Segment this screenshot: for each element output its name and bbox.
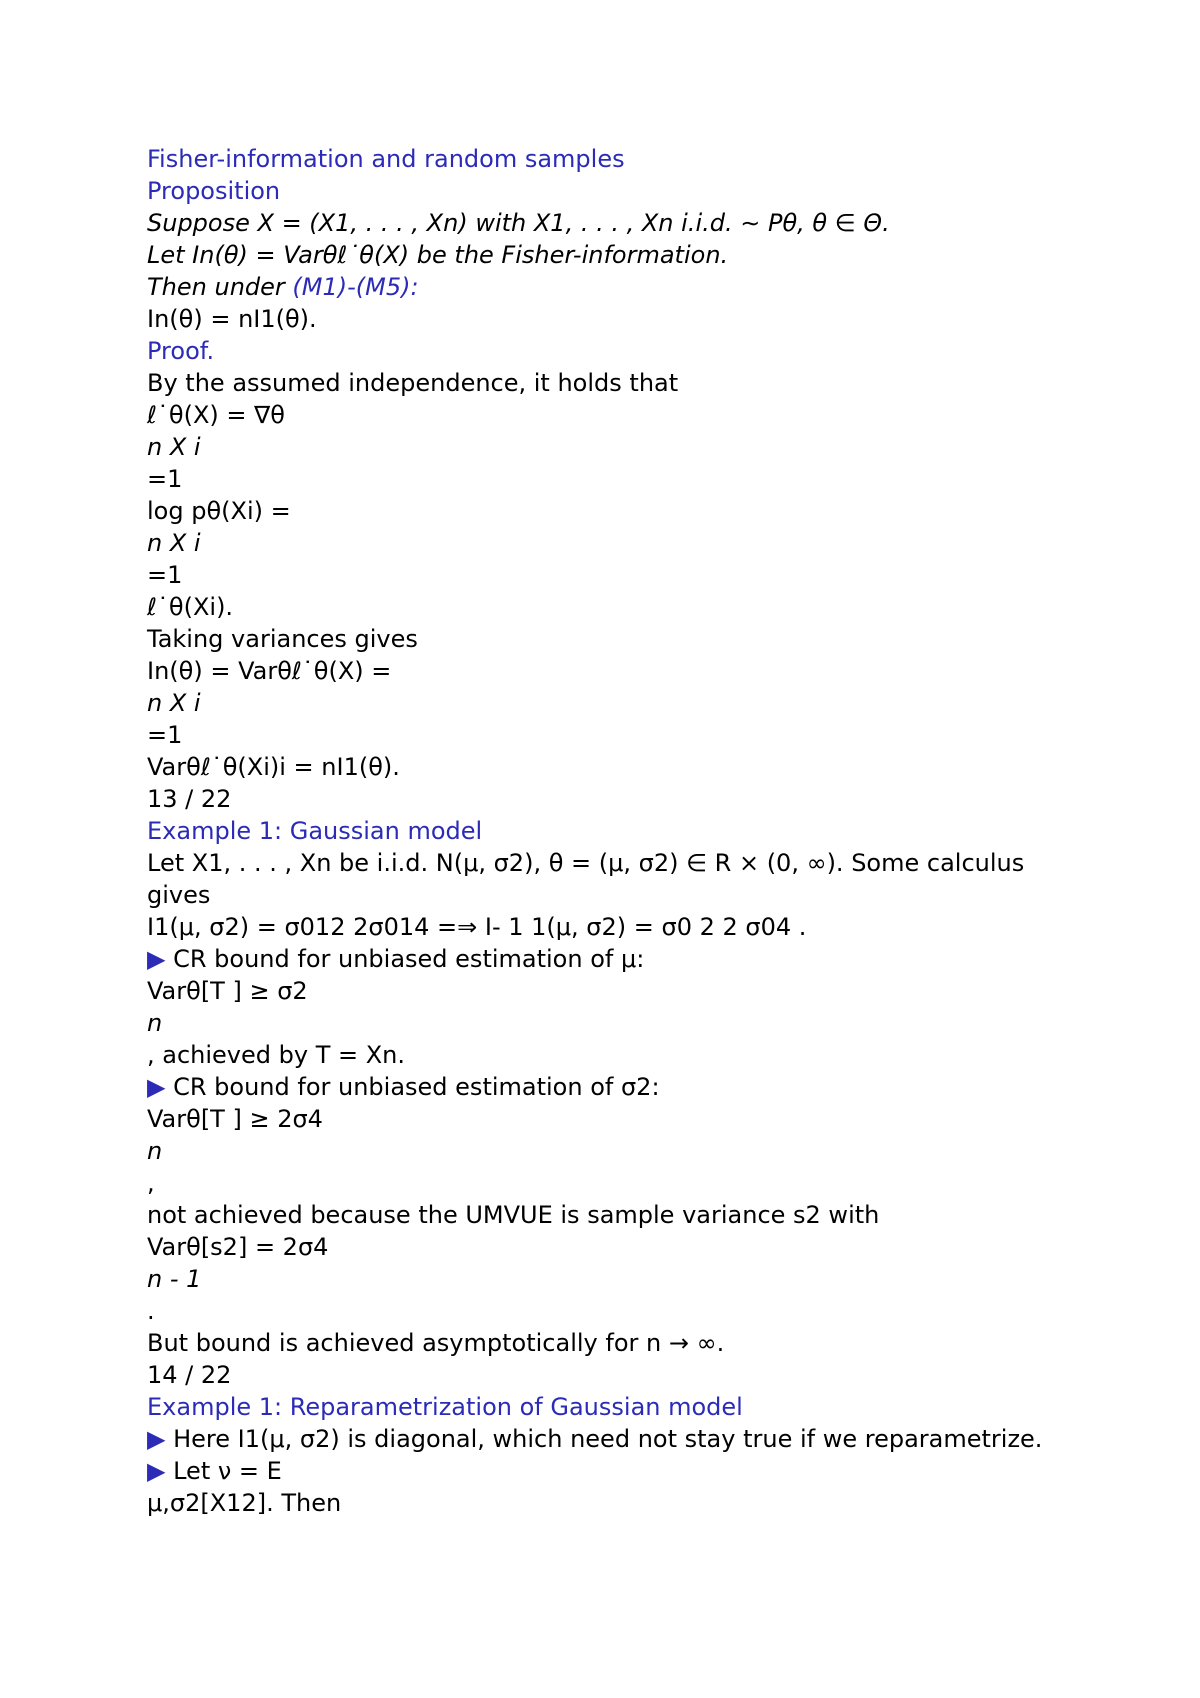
example-1-heading: Example 1: Gaussian model [147, 817, 483, 845]
proof-line-2: Taking variances gives [147, 625, 418, 653]
page-number-13: 13 / 22 [147, 785, 232, 813]
proposition-equation: In(θ) = nI1(θ). [147, 305, 317, 333]
bullet-cr-bound-sigma [147, 1072, 660, 1102]
comma-mark: , [147, 1169, 155, 1197]
cr-bound-mu-denominator: n [147, 1009, 163, 1037]
asymptotic-remark: But bound is achieved asymptotically for n → ∞. [147, 1329, 725, 1357]
proof-equation-5: Varθℓ˙θ(Xi)i = nI1(θ). [147, 753, 400, 781]
bullet-triangle-icon: ▶ [147, 1073, 166, 1101]
proof-equation-2: log pθ(Xi) = [147, 497, 291, 525]
example-1-line-2: gives [147, 881, 211, 909]
bullet-text: Here I1(μ, σ2) is diagonal, which need not stay true if we reparametrize. [173, 1425, 1043, 1453]
fisher-matrix-equation: I1(μ, σ2) = σ012 2σ014 =⇒ I- 1 1(μ, σ2) = σ0 2 2 σ04 . [147, 913, 807, 941]
proof-heading: Proof. [147, 337, 215, 365]
umvue-explanation: not achieved because the UMVUE is sample variance s2 with [147, 1201, 880, 1229]
sample-variance-equation: Varθ[s2] = 2σ4 [147, 1233, 329, 1261]
example-1-reparam-heading: Example 1: Reparametrization of Gaussian model [147, 1393, 743, 1421]
page-number-14: 14 / 22 [147, 1361, 232, 1389]
sample-variance-denominator: n - 1 [147, 1265, 202, 1293]
bullet-triangle-icon: ▶ [147, 1457, 166, 1485]
sum-index-3: =1 [147, 721, 183, 749]
cr-bound-mu-equation: Varθ[T ] ≥ σ2 [147, 977, 308, 1005]
bullet-triangle-icon: ▶ [147, 1425, 166, 1453]
proof-equation-3: ℓ˙θ(Xi). [147, 593, 234, 621]
section-title-fisher-information: Fisher-information and random samples [147, 145, 625, 173]
bullet-diagonal [147, 1424, 1042, 1454]
sum-index-1: =1 [147, 465, 183, 493]
cr-bound-sigma-denominator: n [147, 1137, 163, 1165]
sum-notation-2: n X i [147, 529, 201, 557]
proposition-heading: Proposition [147, 177, 281, 205]
proposition-line-2: Let In(θ) = Varθℓ˙θ(X) be the Fisher-information. [147, 241, 729, 269]
proposition-line-3 [147, 272, 419, 302]
bullet-text: CR bound for unbiased estimation of μ: [173, 945, 645, 973]
reparam-subscript-line: μ,σ2[X12]. Then [147, 1489, 342, 1517]
bullet-text: Let ν = E [173, 1457, 282, 1485]
sum-index-2: =1 [147, 561, 183, 589]
example-1-line-1: Let X1, . . . , Xn be i.i.d. N(μ, σ2), θ = (μ, σ2) ∈ R × (0, ∞). Some calculus [147, 849, 1025, 877]
sum-notation-3: n X i [147, 689, 201, 717]
conditions-reference: (M1)-(M5): [292, 273, 419, 301]
bullet-cr-bound-mu [147, 944, 644, 974]
proposition-line-1: Suppose X = (X1, . . . , Xn) with X1, . . . , Xn i.i.d. ∼ Pθ, θ ∈ Θ. [147, 209, 890, 237]
proof-equation-4: In(θ) = Varθℓ˙θ(X) = [147, 657, 392, 685]
proof-line-1: By the assumed independence, it holds that [147, 369, 679, 397]
bullet-text: CR bound for unbiased estimation of σ2: [173, 1073, 660, 1101]
proof-equation-1: ℓ˙θ(X) = ∇θ [147, 401, 285, 429]
period-mark: . [147, 1297, 155, 1325]
bullet-triangle-icon: ▶ [147, 945, 166, 973]
cr-bound-mu-achieved: , achieved by T = Xn. [147, 1041, 406, 1069]
sum-notation-1: n X i [147, 433, 201, 461]
then-under-text: Then under [147, 273, 285, 301]
bullet-let-nu [147, 1456, 282, 1486]
cr-bound-sigma-equation: Varθ[T ] ≥ 2σ4 [147, 1105, 323, 1133]
